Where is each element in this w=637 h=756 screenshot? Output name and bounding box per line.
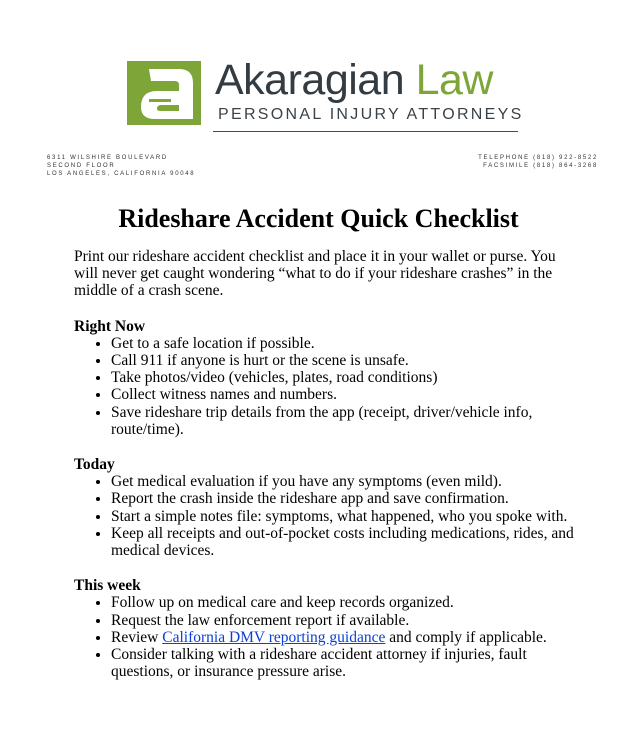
checklist-right-now [74, 335, 574, 438]
list-item: • Start a simple notes file: symptoms, what happened, who you spoke with. [111, 508, 574, 525]
document-title: Rideshare Accident Quick Checklist [118, 204, 519, 233]
list-item: • Follow up on medical care and keep records organized. [111, 594, 574, 611]
list-item: • Request the law enforcement report if available. [111, 612, 574, 629]
address-line: 6311 WILSHIRE BOULEVARD [47, 155, 168, 161]
letterhead-divider [213, 131, 518, 132]
list-item: • Collect witness names and numbers. [111, 386, 574, 403]
firm-address [47, 154, 195, 178]
section-heading-today: Today [74, 456, 115, 474]
list-item: • Call 911 if anyone is hurt or the scene is unsafe. [111, 352, 574, 369]
facsimile-line: FACSIMILE (818) 864-3268 [483, 163, 598, 169]
address-line: SECOND FLOOR [47, 163, 116, 169]
firm-logo-icon [127, 61, 201, 125]
document-body [74, 248, 574, 680]
list-item [111, 629, 574, 646]
list-item: • Consider talking with a rideshare accident attorney if injuries, fault questions, or insurance pressure arise. [111, 646, 574, 680]
link-item-prefix: Review [111, 628, 163, 646]
checklist-this-week [74, 594, 574, 680]
telephone-line: TELEPHONE (818) 922-8522 [478, 155, 598, 161]
firm-name-accent: Law [415, 56, 493, 104]
list-item: • Take photos/video (vehicles, plates, road conditions) [111, 369, 574, 386]
address-line: LOS ANGELES, CALIFORNIA 90048 [47, 171, 196, 177]
link-item-suffix: and comply if applicable. [385, 628, 547, 646]
list-item: • Report the crash inside the rideshare app and save confirmation. [111, 490, 574, 507]
firm-name-primary: Akaragian [215, 56, 405, 104]
checklist-today [74, 473, 574, 559]
list-item: • Get to a safe location if possible. [111, 335, 574, 352]
dmv-reporting-guidance-link[interactable]: California DMV reporting guidance [162, 628, 386, 646]
intro-paragraph: Print our rideshare accident checklist and place it in your wallet or purse. You will never get caught wondering “what to do if your rideshare crashes” in the middle of a crash scene. [74, 248, 556, 300]
letterhead [0, 0, 637, 190]
firm-phone-numbers [478, 154, 598, 170]
list-item: • Save rideshare trip details from the app (receipt, driver/vehicle info, route/time). [111, 404, 574, 438]
section-heading-this-week: This week [74, 577, 141, 595]
list-item: • Keep all receipts and out-of-pocket costs including medications, rides, and medical devices. [111, 525, 574, 559]
section-heading-right-now: Right Now [74, 317, 146, 335]
firm-tagline: PERSONAL INJURY ATTORNEYS [218, 106, 524, 123]
list-item: • Get medical evaluation if you have any symptoms (even mild). [111, 473, 574, 490]
firm-name [215, 54, 493, 106]
